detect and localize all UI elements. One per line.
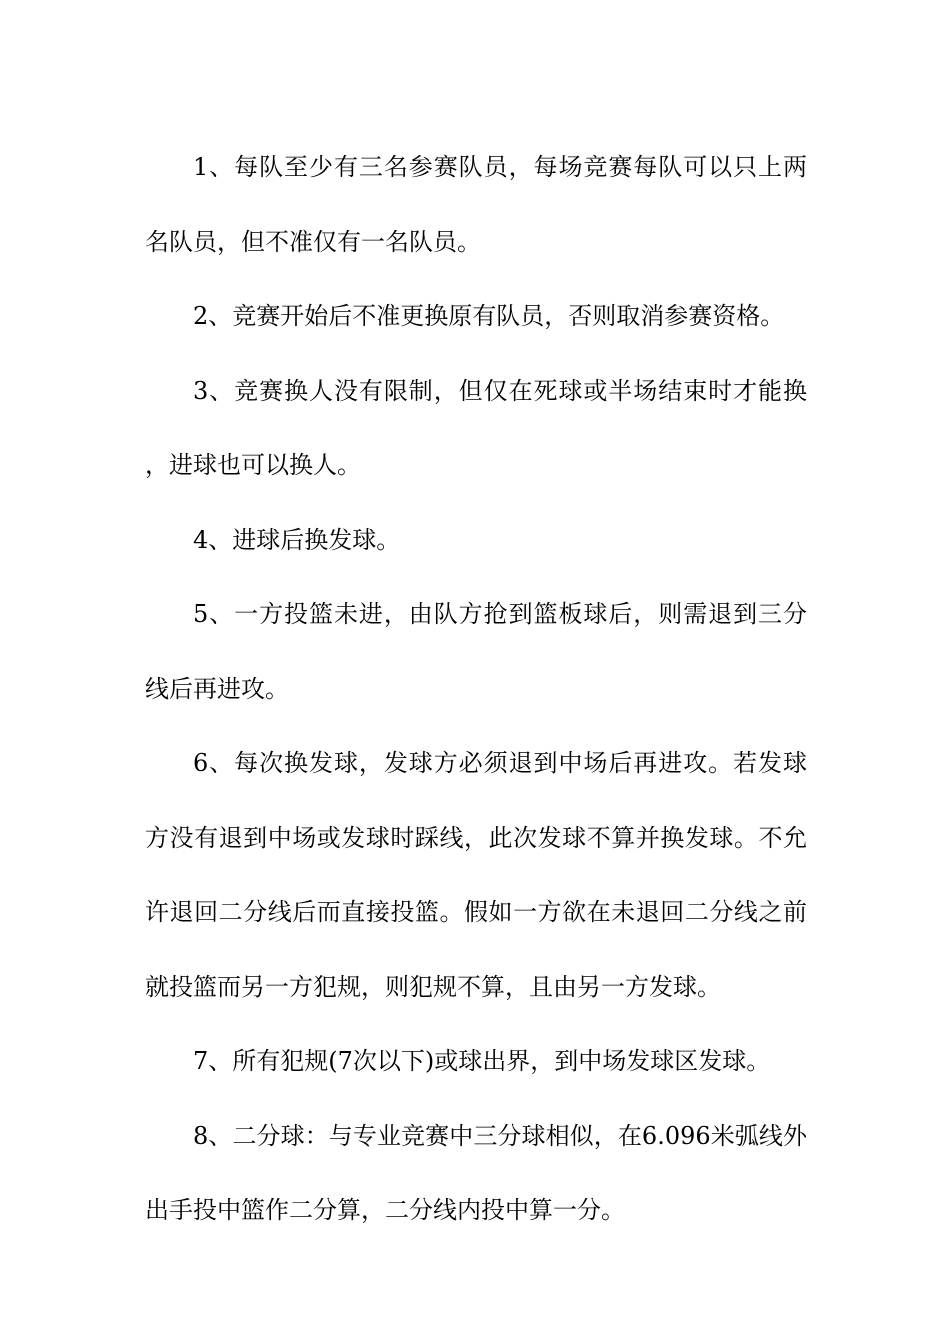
- rule-paragraph-6: 6、每次换发球，发球方必须退到中场后再进攻。若发球方没有退到中场或发球时踩线，此次发球不算并换发球。不允许退回二分线后而直接投篮。假如一方欲在未退回二分线之前就投篮而另一方犯规，则犯规不算，且由另一方发球。: [145, 749, 807, 1001]
- rule-paragraph-2: 2、竞赛开始后不准更换原有队员，否则取消参赛资格。: [193, 302, 785, 330]
- document-body: [145, 130, 807, 1248]
- rule-paragraph-3: 3、竞赛换人没有限制，但仅在死球或半场结束时才能换，进球也可以换人。: [145, 376, 807, 479]
- rule-paragraph-4: 4、进球后换发球。: [193, 525, 401, 554]
- rule-paragraph-8: 8、二分球：与专业竞赛中三分球相似，在6.096米弧线外出手投中篮作二分算，二分线内投中算一分。: [145, 1121, 807, 1224]
- rule-paragraph-1: 1、每队至少有三名参赛队员，每场竞赛每队可以只上两名队员，但不准仅有一名队员。: [145, 153, 807, 256]
- rule-paragraph-7: 7、所有犯规(7次以下)或球出界，到中场发球区发球。: [193, 1047, 771, 1075]
- rule-paragraph-5: 5、一方投篮未进，由队方抢到篮板球后，则需退到三分线后再进攻。: [145, 600, 807, 703]
